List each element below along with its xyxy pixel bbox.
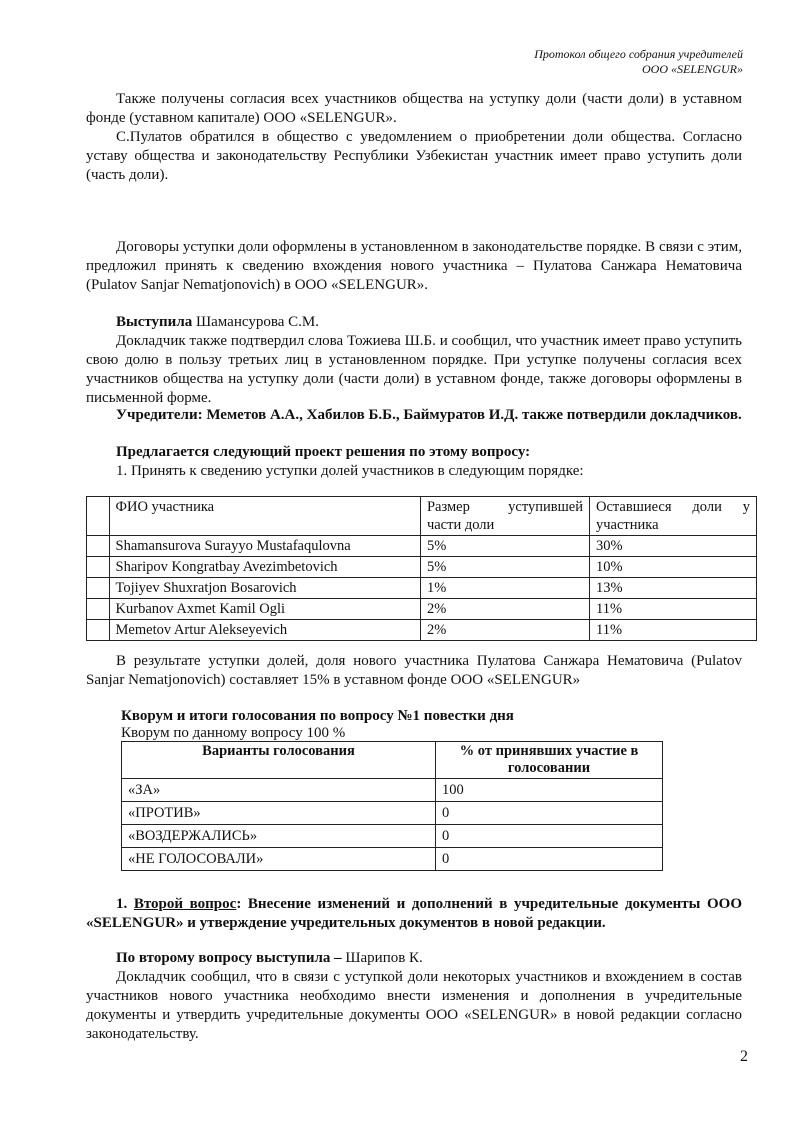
paragraph-agreements: Договоры уступки доли оформлены в установленном в законодательстве порядке. В связи с этим, предложил принять к сведению вхождения нового участника – Пулатова Санжара Нематовича (Pulatov Sanjar Nematjonovich) в ООО «SELENGUR». [86, 239, 742, 293]
vote-value: 0 [436, 848, 663, 871]
ceded-share: 2% [420, 599, 589, 620]
remaining-share: 10% [589, 557, 756, 578]
second-speaker-label: По второму вопросу выступила – [116, 950, 342, 966]
table-row [87, 557, 757, 578]
header-company: ООО «SELENGUR» [642, 62, 743, 76]
table-row [87, 599, 757, 620]
table-row [87, 620, 757, 641]
header-title: Протокол общего собрания учредителей [534, 47, 743, 61]
participant-name: Memetov Artur Alekseyevich [109, 620, 420, 641]
question-label: Второй вопрос [133, 896, 237, 912]
paragraph-second-report: Докладчик сообщил, что в связи с уступкой доли некоторых участников и вхождением в состав участников нового участника необходимо внести изменения и дополнения в учредительные документы и утвердить учредительные документы ООО «SELENGUR» в новой редакции согласно законодательству. [86, 969, 742, 1042]
remaining-share: 11% [589, 599, 756, 620]
vote-value: 0 [436, 825, 663, 848]
table-cell-blank [87, 497, 110, 536]
header-percent: % от принявших участие в голосовании [436, 742, 663, 779]
paragraph-result: В результате уступки долей, доля нового участника Пулатова Санжара Нематовича (Pulatov Sanjar Nematjonovich) составляет 15% в уставном фонде ООО «SELENGUR» [86, 653, 742, 688]
second-speaker-name: Шарипов К. [341, 950, 423, 966]
page-number: 2 [740, 1048, 748, 1065]
ceded-share: 1% [420, 578, 589, 599]
participant-name: Tojiyev Shuxratjon Bosarovich [109, 578, 420, 599]
vote-table-header [122, 742, 663, 779]
vote-option: «НЕ ГОЛОСОВАЛИ» [122, 848, 436, 871]
speaker-line [86, 313, 742, 332]
question-number: 1. [116, 896, 134, 912]
table-row [87, 536, 757, 557]
remaining-share: 30% [589, 536, 756, 557]
table-row [122, 825, 663, 848]
quorum-title: Кворум и итоги голосования по вопросу №1 повестки дня [121, 708, 514, 724]
participant-name: Shamansurova Surayyo Mustafaqulovna [109, 536, 420, 557]
vote-option: «ПРОТИВ» [122, 802, 436, 825]
paragraph-item-1: 1. Принять к сведению уступки долей участников в следующим порядке: [116, 463, 584, 479]
participant-name: Kurbanov Axmet Kamil Ogli [109, 599, 420, 620]
paragraph-founders: Учредители: Меметов А.А., Хабилов Б.Б., Баймуратов И.Д. также потвердили докладчиков. [116, 407, 742, 423]
vote-table [121, 741, 663, 871]
question-text: : Внесение изменений и дополнений в учредительные документы ООО «SELENGUR» и утверждение учредительных документов в новой редакции. [86, 896, 743, 931]
participant-name: Sharipov Kongratbay Avezimbetovich [109, 557, 420, 578]
second-speaker-line [86, 949, 742, 968]
remaining-share: 11% [589, 620, 756, 641]
table-row [122, 848, 663, 871]
paragraph-consent: Также получены согласия всех участников общества на уступку доли (части доли) в уставном фонде (уставном капитале) ООО «SELENGUR». [86, 91, 742, 126]
share-table [86, 496, 757, 641]
second-question [86, 895, 742, 933]
vote-value: 100 [436, 779, 663, 802]
header-options: Варианты голосования [122, 742, 436, 779]
share-table-header [87, 497, 757, 536]
vote-value: 0 [436, 802, 663, 825]
speaker-name: Шамансурова С.М. [192, 314, 319, 330]
header-fio: ФИО участника [109, 497, 420, 536]
table-row [122, 779, 663, 802]
vote-option: «ВОЗДЕРЖАЛИСЬ» [122, 825, 436, 848]
ceded-share: 5% [420, 557, 589, 578]
paragraph-draft-heading: Предлагается следующий проект решения по этому вопросу: [116, 444, 531, 460]
ceded-share: 5% [420, 536, 589, 557]
table-row [122, 802, 663, 825]
quorum-line: Кворум по данному вопросу 100 % [121, 725, 346, 741]
running-header [534, 47, 743, 77]
remaining-share: 13% [589, 578, 756, 599]
table-row [87, 578, 757, 599]
ceded-share: 2% [420, 620, 589, 641]
paragraph-notice: С.Пулатов обратился в общество с уведомлением о приобретении доли общества. Согласно уставу общества и законодательству Республики Узбекистан участник имеет право уступить доли (часть доли). [86, 129, 742, 183]
header-remaining: Оставшиеся доли у участника [589, 497, 756, 536]
paragraph-report: Докладчик также подтвердил слова Тожиева Ш.Б. и сообщил, что участник имеет право уступить свою долю в пользу третьих лиц в установленном порядке. При уступке получены согласия всех участников общества на уступку доли (части доли) в уставном фонде, также договоры оформлены в письменной форме. [86, 333, 742, 406]
header-ceded: Размер уступившей части доли [420, 497, 589, 536]
vote-option: «ЗА» [122, 779, 436, 802]
speaker-label: Выступила [116, 314, 193, 330]
